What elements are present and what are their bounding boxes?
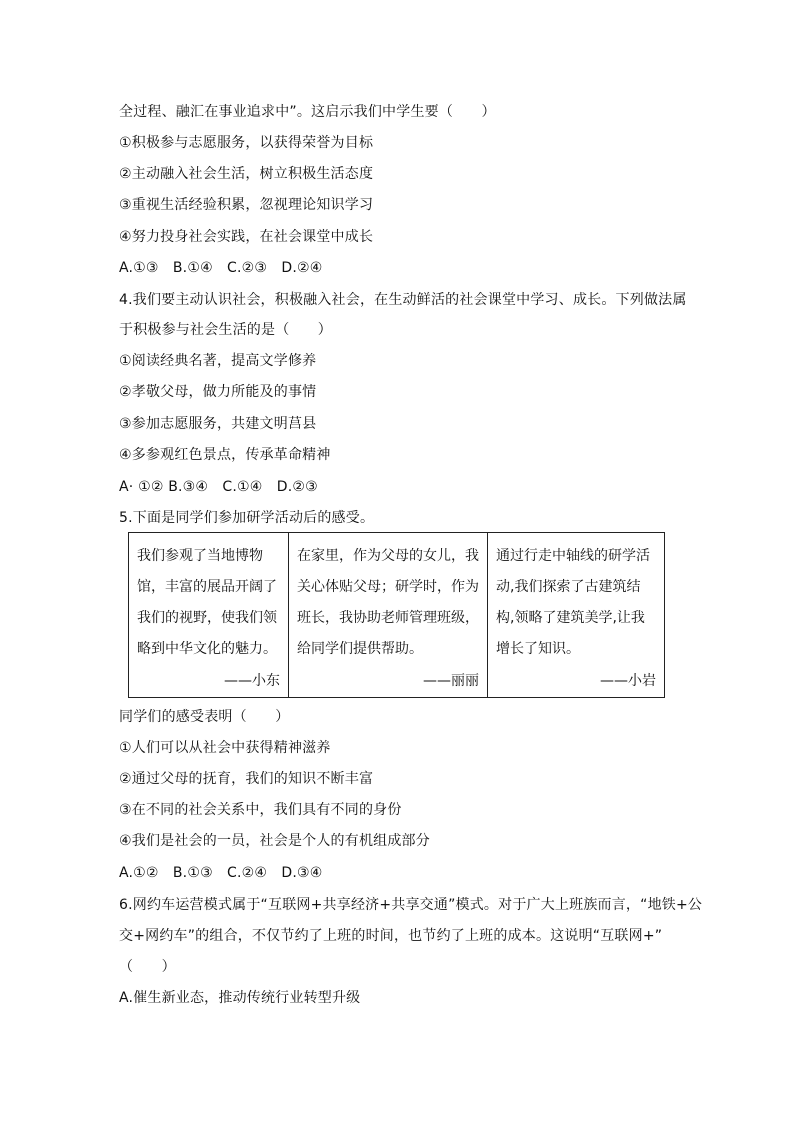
answer-blank: （ ） (119, 959, 176, 975)
option-1: ①阅读经典名著，提高文学修养 (119, 353, 317, 369)
option-3: ③重视生活经验积累，忽视理论知识学习 (119, 197, 374, 213)
option-1: ①人们可以从社会中获得精神滋养 (119, 740, 331, 756)
cell-text: 在家里，作为父母的女儿，我关心体贴父母；研学时，作为班长，我协助老师管理班级，给同学们提供帮助。 (297, 548, 479, 657)
cell-signature: ——丽丽 (423, 673, 479, 689)
cell-text: 通过行走中轴线的研学活动,我们探索了古建筑结构,领略了建筑美学,让我增长了知识。 (496, 548, 650, 657)
cell-text: 我们参观了当地博物馆，丰富的展品开阔了我们的视野，使我们领略到中华文化的魅力。 (137, 548, 277, 657)
option-3: ③参加志愿服务，共建文明莒县 (119, 416, 317, 432)
option-2: ②主动融入社会生活，树立积极生活态度 (119, 166, 374, 182)
answer-choices: A· ①② B.③④ C.①④ D.②③ (119, 479, 318, 495)
option-2: ②孝敬父母，做力所能及的事情 (119, 384, 317, 400)
answer-choices: A.①② B.①③ C.②④ D.③④ (119, 865, 323, 881)
question-3-stem-end: 全过程、融汇在事业追求中”。这启示我们中学生要（ ） (119, 104, 496, 120)
option-a: A.催生新业态，推动传统行业转型升级 (119, 990, 361, 1006)
cell-signature: ——小岩 (600, 673, 656, 689)
question-6-stem: 6.网约车运营模式属于“互联网+共享经济+共享交通”模式。对于广大上班族而言，“地铁+公 (119, 897, 703, 913)
option-4: ④多参观红色景点，传承革命精神 (119, 447, 331, 463)
option-4: ④努力投身社会实践，在社会课堂中成长 (119, 229, 374, 245)
option-1: ①积极参与志愿服务，以获得荣誉为目标 (119, 135, 374, 151)
cell-signature: ——小东 (224, 673, 280, 689)
question-6-stem-cont: 交+网约车”的组合，不仅节约了上班的时间，也节约了上班的成本。这说明“互联网+” (119, 928, 663, 944)
table-cell (129, 533, 288, 697)
question-5-stem: 5.下面是同学们参加研学活动后的感受。 (119, 510, 375, 526)
question-5-stem-cont: 同学们的感受表明（ ） (119, 709, 290, 725)
experience-table (128, 532, 665, 698)
table-cell (288, 533, 487, 697)
answer-choices: A.①③ B.①④ C.②③ D.②④ (119, 260, 323, 276)
table-cell (487, 533, 664, 697)
option-3: ③在不同的社会关系中，我们具有不同的身份 (119, 802, 402, 818)
question-4-stem-cont: 于积极参与社会生活的是（ ） (119, 322, 332, 338)
option-2: ②通过父母的抚育，我们的知识不断丰富 (119, 771, 374, 787)
question-4-stem: 4.我们要主动认识社会，积极融入社会，在生动鲜活的社会课堂中学习、成长。下列做法属 (119, 292, 687, 308)
option-4: ④我们是社会的一员，社会是个人的有机组成部分 (119, 833, 430, 849)
